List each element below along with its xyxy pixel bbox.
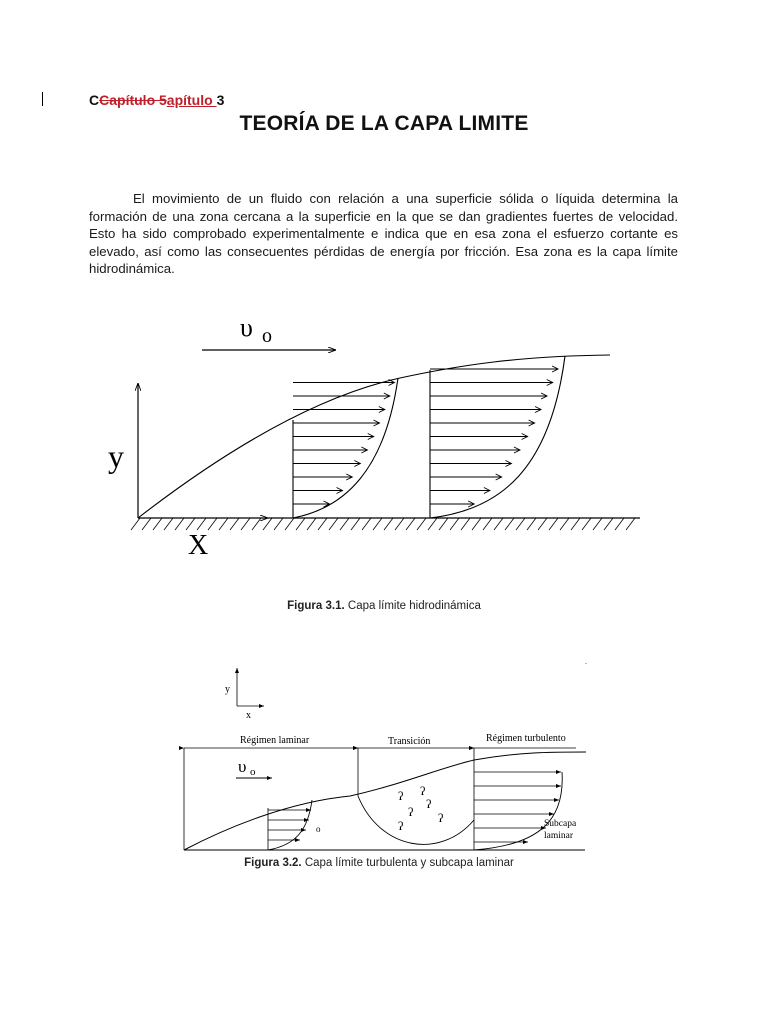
svg-text:ʔ: ʔ <box>408 805 414 819</box>
chapter-inserted-text: apítulo <box>166 92 217 108</box>
laminar-profile-arrows <box>268 810 311 840</box>
svg-text:ʔ: ʔ <box>438 811 444 825</box>
page-title: TEORÍA DE LA CAPA LIMITE <box>239 112 529 135</box>
figure-1-caption-number: Figura 3.1. <box>287 600 345 612</box>
transition-zone-curve <box>358 796 474 844</box>
chapter-deleted-text: Capítulo 5 <box>99 92 167 108</box>
chapter-prefix: C <box>89 92 100 108</box>
figure-1-caption-text: Capa límite hidrodinámica <box>344 600 481 612</box>
figure-2-caption <box>0 857 763 869</box>
transition-region-label: Transición <box>388 736 431 747</box>
mini-x-label: x <box>246 710 251 721</box>
figure-2-velocity-subscript: o <box>250 766 256 778</box>
figure-2-caption-number: Figura 3.2. <box>244 857 302 869</box>
x-axis-label: X <box>188 530 209 561</box>
laminar-region-label: Régimen laminar <box>240 735 310 746</box>
sublayer-label-line-2: laminar <box>544 831 574 841</box>
svg-text:ʔ: ʔ <box>420 784 426 798</box>
svg-text:ʔ: ʔ <box>398 789 404 803</box>
freestream-velocity-label: υ <box>240 313 253 342</box>
sublayer-label-line-1: Subcapa <box>544 819 577 829</box>
y-axis-label: y <box>108 438 124 474</box>
turbulent-region-label: Régimen turbulento <box>486 733 566 744</box>
freestream-velocity-subscript: o <box>262 325 272 347</box>
figure-2-caption-text: Capa límite turbulenta y subcapa laminar <box>301 857 514 869</box>
svg-text:ʔ: ʔ <box>398 819 404 833</box>
turbulent-eddies <box>398 784 443 833</box>
svg-text:.: . <box>585 657 587 666</box>
chapter-number: 3 <box>216 92 225 108</box>
figure-2-velocity-label: υ <box>238 757 247 776</box>
mini-y-label: y <box>225 684 230 695</box>
intro-paragraph: El movimiento de un fluido con relación a una superficie sólida o líquida determina la formación de una zona cercana a la superficie en la que se dan gradientes fuertes de velocidad. Esto ha sido comprobado experimentalmente e indica que en esa zona el esfuerzo cortante es elevado, así como las consecuentes pérdidas de energía por fricción. Esa zona es la capa límite hidrodinámica. <box>89 191 678 277</box>
svg-text:ʔ: ʔ <box>426 797 432 811</box>
svg-text:o: o <box>316 824 321 834</box>
